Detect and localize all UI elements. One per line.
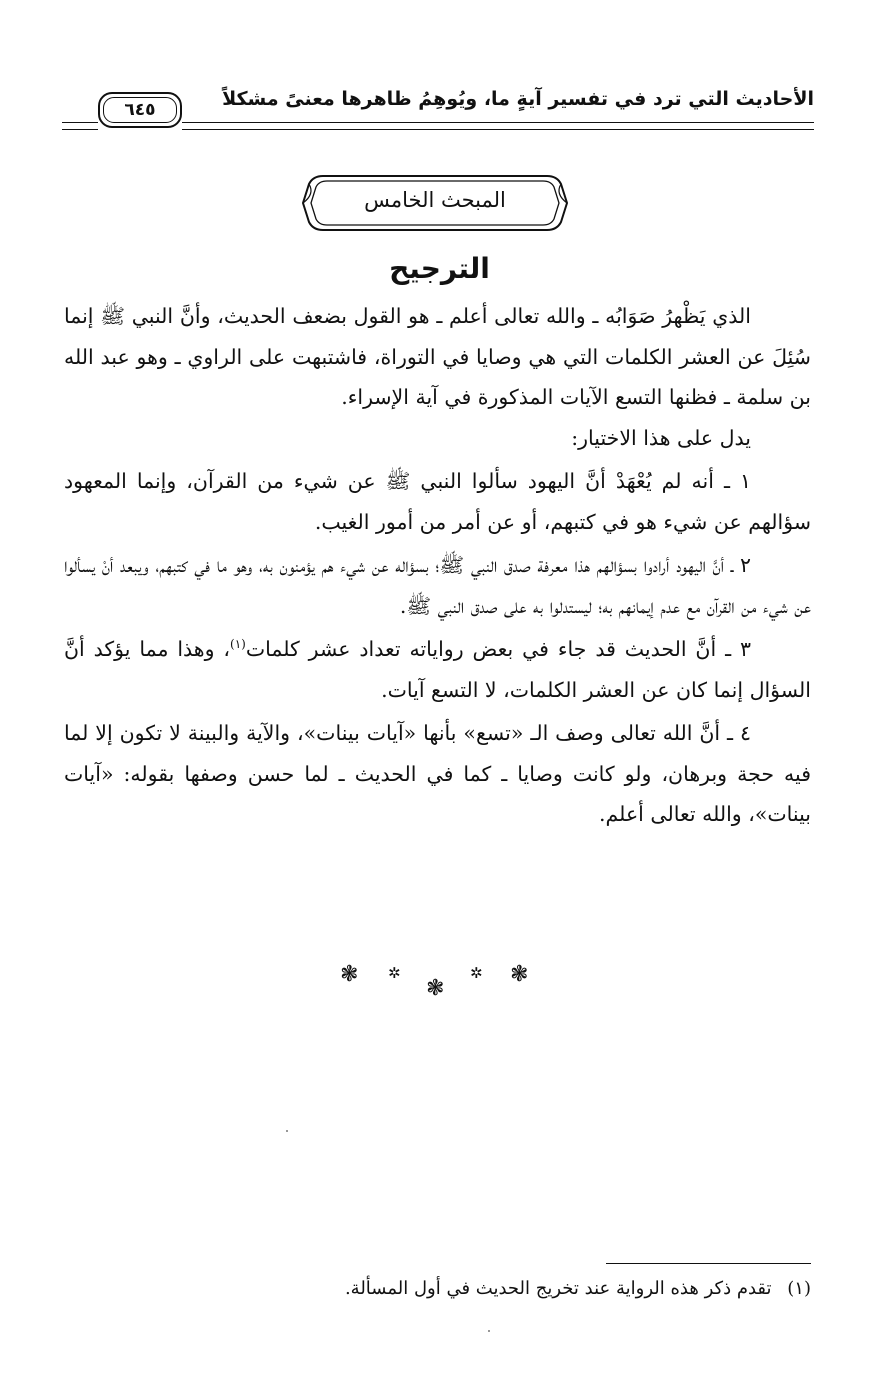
scan-speck: [488, 1330, 490, 1332]
paragraph-1: الذي يَظْهرُ صَوَابُه ـ والله تعالى أعلم ـ هو القول بضعف الحديث، وأنَّ النبي ﷺ إنما سُئِلَ عن العشر الكلمات التي هي وصايا في التوراة، فاشتبهت على الراوي ـ وهو عبد الله بن سلمة ـ فظنها التسع الآيات المذكورة في آية الإسراء.: [64, 304, 811, 409]
running-title: الأحاديث التي ترد في تفسير آيةٍ ما، ويُوهِمُ ظاهرها معنىً مشكلاً: [222, 88, 814, 110]
paragraph-2: يدل على هذا الاختيار:: [571, 425, 751, 450]
scan-speck: [286, 1130, 288, 1132]
paragraph-4: ٢ ـ أنَّ اليهود أرادوا بسؤالهم هذا معرفة صدق النبي ﷺ؛ بسؤاله عن شيء هم يؤمنون به، وهو ما في كتبهم، ويبعد أنْ يسألوا عن شيء من القرآن مع عدم إيمانهم به؛ ليستدلوا به على صدق النبي ﷺ.: [64, 553, 811, 618]
star-ornament-icon: ✲: [388, 964, 401, 982]
footnote-reference[interactable]: (١): [230, 637, 246, 652]
page-number: ٦٤٥: [103, 97, 177, 123]
section-title: المبحث الخامس: [364, 188, 506, 212]
paragraph-6: ٤ ـ أنَّ الله تعالى وصف الـ «تسع» بأنها «آيات بينات»، والآية والبينة لا تكون إلا لما فيه حجة وبرهان، ولو كانت وصايا ـ كما في الحديث ـ لما حسن وصفها بقوله: «آيات بينات»، والله تعالى أعلم.: [64, 721, 811, 826]
flower-ornament-icon: ❃: [340, 962, 359, 987]
paragraph-3: ١ ـ أنه لم يُعْهَدْ أنَّ اليهود سألوا النبي ﷺ عن شيء من القرآن، وإنما المعهود سؤالهم عن شيء هو في كتبهم، أو عن أمر من أمور الغيب.: [64, 469, 811, 534]
page-number-frame: [98, 92, 182, 128]
running-header: [62, 86, 814, 136]
footnote-rule: [606, 1263, 811, 1264]
section-heading: الترجيح: [389, 252, 490, 285]
paragraph-5: [64, 629, 811, 710]
header-rule-left: [62, 122, 98, 130]
paragraph-5-text-end: ، وهذا مما يؤكد أنَّ السؤال إنما كان عن العشر الكلمات، لا التسع آيات.: [64, 637, 811, 702]
section-title-frame: [301, 172, 569, 234]
footnote-text: تقدم ذكر هذه الرواية عند تخريج الحديث في أول المسألة.: [344, 1278, 772, 1299]
star-ornament-icon: ✲: [470, 964, 483, 982]
flower-ornament-icon: ❃: [426, 976, 445, 1001]
flower-ornament-icon: ❃: [510, 962, 529, 987]
section-end-ornaments: [340, 962, 540, 1006]
footnote-number: (١): [787, 1278, 811, 1299]
header-rule: [182, 122, 814, 130]
footnote: [71, 1278, 811, 1299]
body-text: [64, 296, 811, 835]
paragraph-5-text: ٣ ـ أنَّ الحديث قد جاء في بعض رواياته تعداد عشر كلمات: [245, 637, 751, 661]
